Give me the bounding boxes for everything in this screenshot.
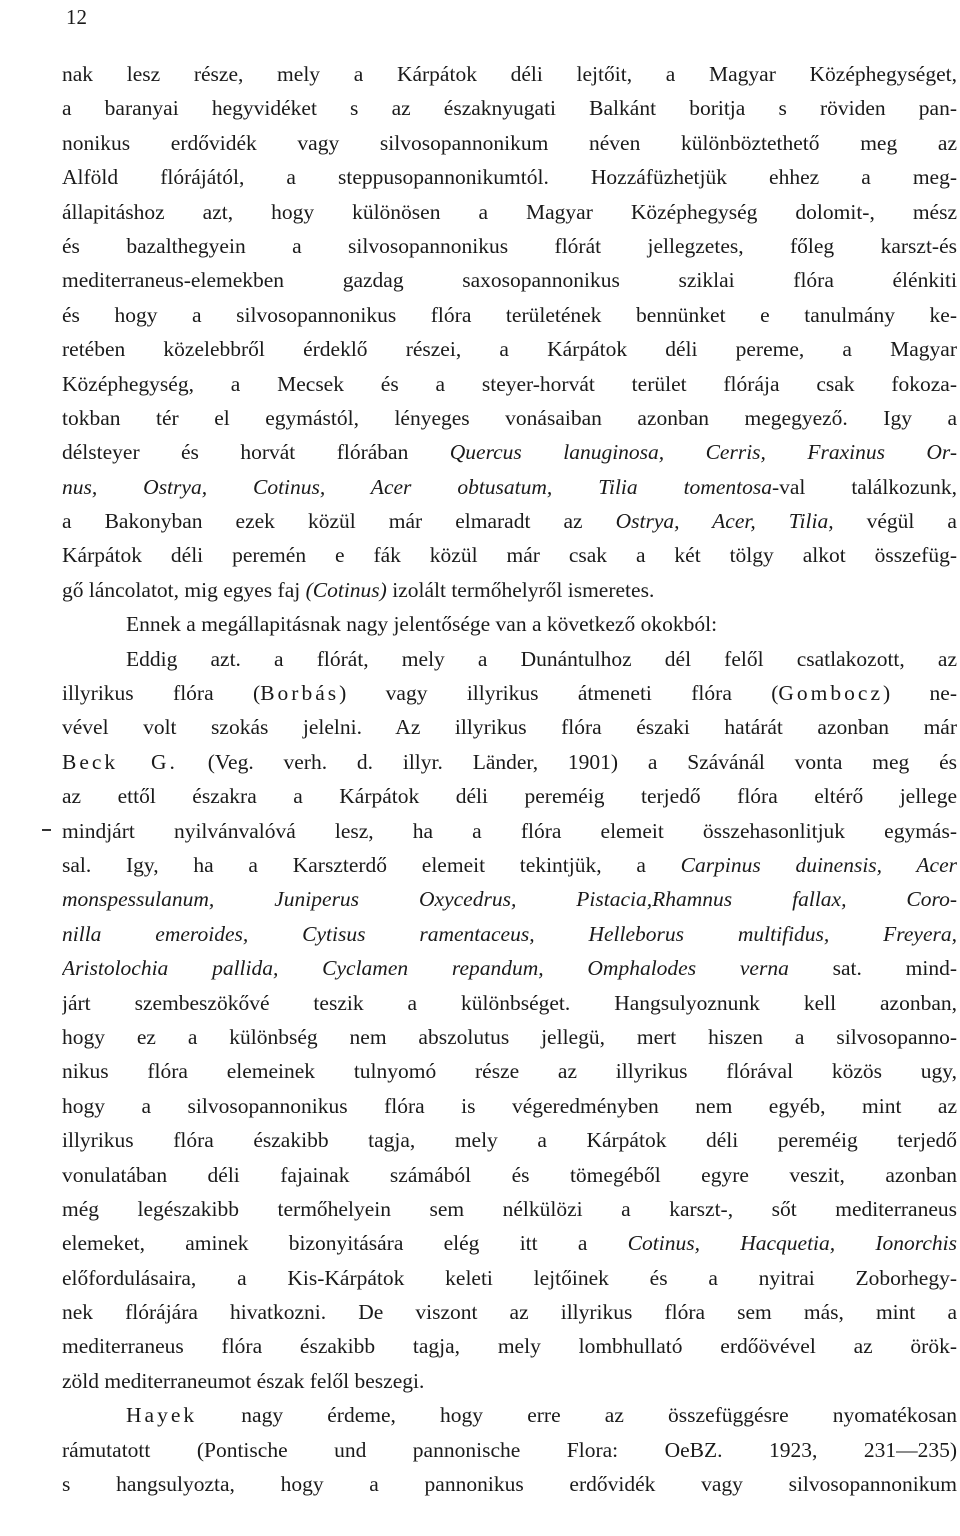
author-name: Borbás bbox=[260, 681, 340, 706]
text-segment: hogy a silvosopannonikus flóra is végeredményben nem egyéb, mint az bbox=[62, 1093, 957, 1118]
text-segment: a baranyai hegyvidéket s az északnyugati Balkánt boritja s röviden pan- bbox=[62, 96, 957, 121]
author-name: Beck G. bbox=[62, 749, 178, 774]
italic-text: Cotinus, Hacquetia, Ionorchis bbox=[627, 1231, 957, 1256]
text-line bbox=[62, 229, 957, 263]
text-line bbox=[62, 882, 957, 916]
author-name: Hayek bbox=[126, 1403, 198, 1428]
text-line bbox=[62, 1226, 957, 1260]
text-line bbox=[62, 607, 957, 641]
text-segment: előfordulásaira, a Kis-Kárpátok keleti lejtőinek és a nyitrai Zoborhegy- bbox=[62, 1265, 957, 1290]
text-line bbox=[62, 160, 957, 194]
text-line bbox=[62, 195, 957, 229]
print-mark bbox=[42, 829, 51, 831]
italic-text: Quercus lanuginosa, Cerris, Fraxinus Or- bbox=[449, 440, 957, 465]
text-segment: nak lesz része, mely a Kárpátok déli lejtőit, a Magyar Középhegységet, bbox=[62, 62, 957, 86]
text-segment: és bazalthegyein a silvosopannonikus flórát jellegzetes, főleg karszt-és bbox=[62, 233, 957, 258]
text-line bbox=[62, 504, 957, 538]
text-line bbox=[62, 470, 957, 504]
italic-text: Aristolochia pallida, Cyclamen repandum, Omphalodes verna bbox=[62, 956, 789, 981]
text-segment: vonulatában déli fajainak számából és tömegéből egyre veszit, azonban bbox=[62, 1162, 957, 1187]
text-segment: Középhegység, a Mecsek és a steyer-horvát terület flórája csak fokoza- bbox=[62, 371, 957, 396]
text-line bbox=[62, 951, 957, 985]
text-segment: Eddig azt. a flórát, mely a Dunántulhoz dél felől csatlakozott, az bbox=[126, 646, 957, 671]
page-number: 12 bbox=[66, 5, 87, 29]
text-line bbox=[62, 91, 957, 125]
text-segment: rámutatott (Pontische und pannonische Flora: OeBZ. 1923, 231—235) bbox=[62, 1437, 957, 1462]
italic-text: monspessulanum, Juniperus Oxycedrus, Pistacia,Rhamnus fallax, Coro- bbox=[62, 887, 957, 912]
text-line bbox=[62, 779, 957, 813]
text-line bbox=[62, 573, 957, 607]
text-line bbox=[62, 126, 957, 160]
text-line bbox=[62, 298, 957, 332]
text-line bbox=[62, 986, 957, 1020]
text-segment: mediterraneus-elemekben gazdag saxosopannonikus sziklai flóra élénkiti bbox=[62, 268, 957, 293]
text-segment: s hangsulyozta, hogy a pannonikus erdővidék vagy silvosopannonikum bbox=[62, 1472, 957, 1497]
text-segment: sal. Igy, ha a Karszterdő elemeit tekintjük, a bbox=[62, 852, 681, 877]
text-segment: Kárpátok déli peremén e fák közül már csak a két tölgy alkot összefüg- bbox=[62, 543, 957, 568]
text-segment: délsteyer és horvát flórában bbox=[62, 440, 450, 465]
text-line bbox=[62, 1089, 957, 1123]
text-line bbox=[62, 1364, 957, 1398]
text-segment: mediterraneus flóra északibb tagja, mely lombhullató erdőövével az örök- bbox=[62, 1334, 957, 1359]
text-line bbox=[62, 1398, 957, 1432]
text-segment: nikus flóra elemeinek tulnyomó része az illyrikus flórával közös ugy, bbox=[62, 1059, 957, 1084]
text-segment: végül a bbox=[833, 509, 957, 534]
text-line bbox=[62, 1020, 957, 1054]
text-segment: zöld mediterraneumot észak felől beszegi. bbox=[62, 1368, 425, 1393]
text-line bbox=[62, 332, 957, 366]
text-line bbox=[62, 263, 957, 297]
text-segment: izolált termőhelyről ismeretes. bbox=[386, 577, 655, 602]
text-line bbox=[62, 848, 957, 882]
text-line bbox=[62, 1192, 957, 1226]
italic-text: nus, Ostrya, Cotinus, Acer obtusatum, Tilia tomentosa bbox=[62, 474, 772, 499]
text-line bbox=[62, 814, 957, 848]
text-line bbox=[62, 745, 957, 779]
text-line bbox=[62, 1433, 957, 1467]
text-segment: járt szembeszökővé teszik a különbséget. Hangsulyoznunk kell azonban, bbox=[62, 990, 957, 1015]
text-line bbox=[62, 367, 957, 401]
text-line bbox=[62, 1467, 957, 1501]
text-segment: hogy ez a különbség nem abszolutus jellegü, mert hiszen a silvosopanno- bbox=[62, 1024, 957, 1049]
text-segment: Ennek a megállapitásnak nagy jelentősége van a következő okokból: bbox=[126, 612, 718, 637]
text-line bbox=[62, 1295, 957, 1329]
text-line bbox=[62, 538, 957, 572]
text-segment: nagy érdeme, hogy erre az összefüggésre nyomatékosan bbox=[197, 1403, 957, 1428]
text-line bbox=[62, 57, 957, 91]
text-line bbox=[62, 917, 957, 951]
italic-text: Ostrya, Acer, Tilia, bbox=[615, 509, 834, 534]
body-text bbox=[62, 57, 957, 1501]
text-segment: illyrikus flóra északibb tagja, mely a Kárpátok déli pereméig terjedő bbox=[62, 1128, 957, 1153]
text-segment: sat. mind- bbox=[788, 956, 957, 981]
italic-text: Carpinus duinensis, Acer bbox=[680, 852, 957, 877]
text-segment: retében közelebbről érdeklő részei, a Kárpátok déli pereme, a Magyar bbox=[62, 337, 957, 362]
text-segment: tokban tér el egymástól, lényeges vonásaiban azonban megegyező. Igy a bbox=[62, 405, 957, 430]
text-segment: az ettől északra a Kárpátok déli pereméig terjedő flóra eltérő jellege bbox=[62, 784, 957, 809]
italic-text: nilla emeroides, Cytisus ramentaceus, Helleborus multifidus, Freyera, bbox=[62, 921, 957, 946]
text-line bbox=[62, 1054, 957, 1088]
text-segment: nek flórájára hivatkozni. De viszont az illyrikus flóra sem más, mint a bbox=[62, 1300, 957, 1325]
text-segment: Alföld flórájától, a steppusopannonikumtól. Hozzáfüzhetjük ehhez a meg- bbox=[62, 165, 957, 190]
text-line bbox=[62, 1261, 957, 1295]
text-segment: nonikus erdővidék vagy silvosopannonikum néven különböztethető meg az bbox=[62, 130, 957, 155]
text-line bbox=[62, 435, 957, 469]
text-line bbox=[62, 676, 957, 710]
text-segment: ) ne- bbox=[883, 681, 957, 706]
text-segment: -val találkozunk, bbox=[771, 474, 957, 499]
text-segment: mindjárt nyilvánvalóvá lesz, ha a flóra elemeit összehasonlitjuk egymás- bbox=[62, 818, 957, 843]
text-line bbox=[62, 1123, 957, 1157]
text-segment: ) vagy illyrikus átmeneti flóra ( bbox=[339, 681, 779, 706]
text-segment: és hogy a silvosopannonikus flóra területének bennünket e tanulmány ke- bbox=[62, 302, 957, 327]
author-name: Gombocz bbox=[778, 681, 883, 706]
text-segment: illyrikus flóra ( bbox=[62, 681, 261, 706]
text-segment: még legészakibb termőhelyein sem nélkülözi a karszt-, sőt mediterraneus bbox=[62, 1196, 957, 1221]
text-line bbox=[62, 1158, 957, 1192]
text-line bbox=[62, 642, 957, 676]
text-segment: a Bakonyban ezek közül már elmaradt az bbox=[62, 509, 616, 534]
text-line bbox=[62, 710, 957, 744]
text-line bbox=[62, 401, 957, 435]
text-segment: vével volt szokás jelelni. Az illyrikus flóra északi határát azonban már bbox=[62, 715, 957, 740]
italic-text: (Cotinus) bbox=[305, 577, 387, 602]
text-segment: állapitáshoz azt, hogy különösen a Magyar Középhegység dolomit-, mész bbox=[62, 199, 957, 224]
text-line bbox=[62, 1329, 957, 1363]
text-segment: elemeket, aminek bizonyitására elég itt a bbox=[62, 1231, 628, 1256]
text-segment: (Veg. verh. d. illyr. Länder, 1901) a Szávánál vonta meg és bbox=[177, 749, 957, 774]
text-segment: gő láncolatot, mig egyes faj bbox=[62, 577, 306, 602]
